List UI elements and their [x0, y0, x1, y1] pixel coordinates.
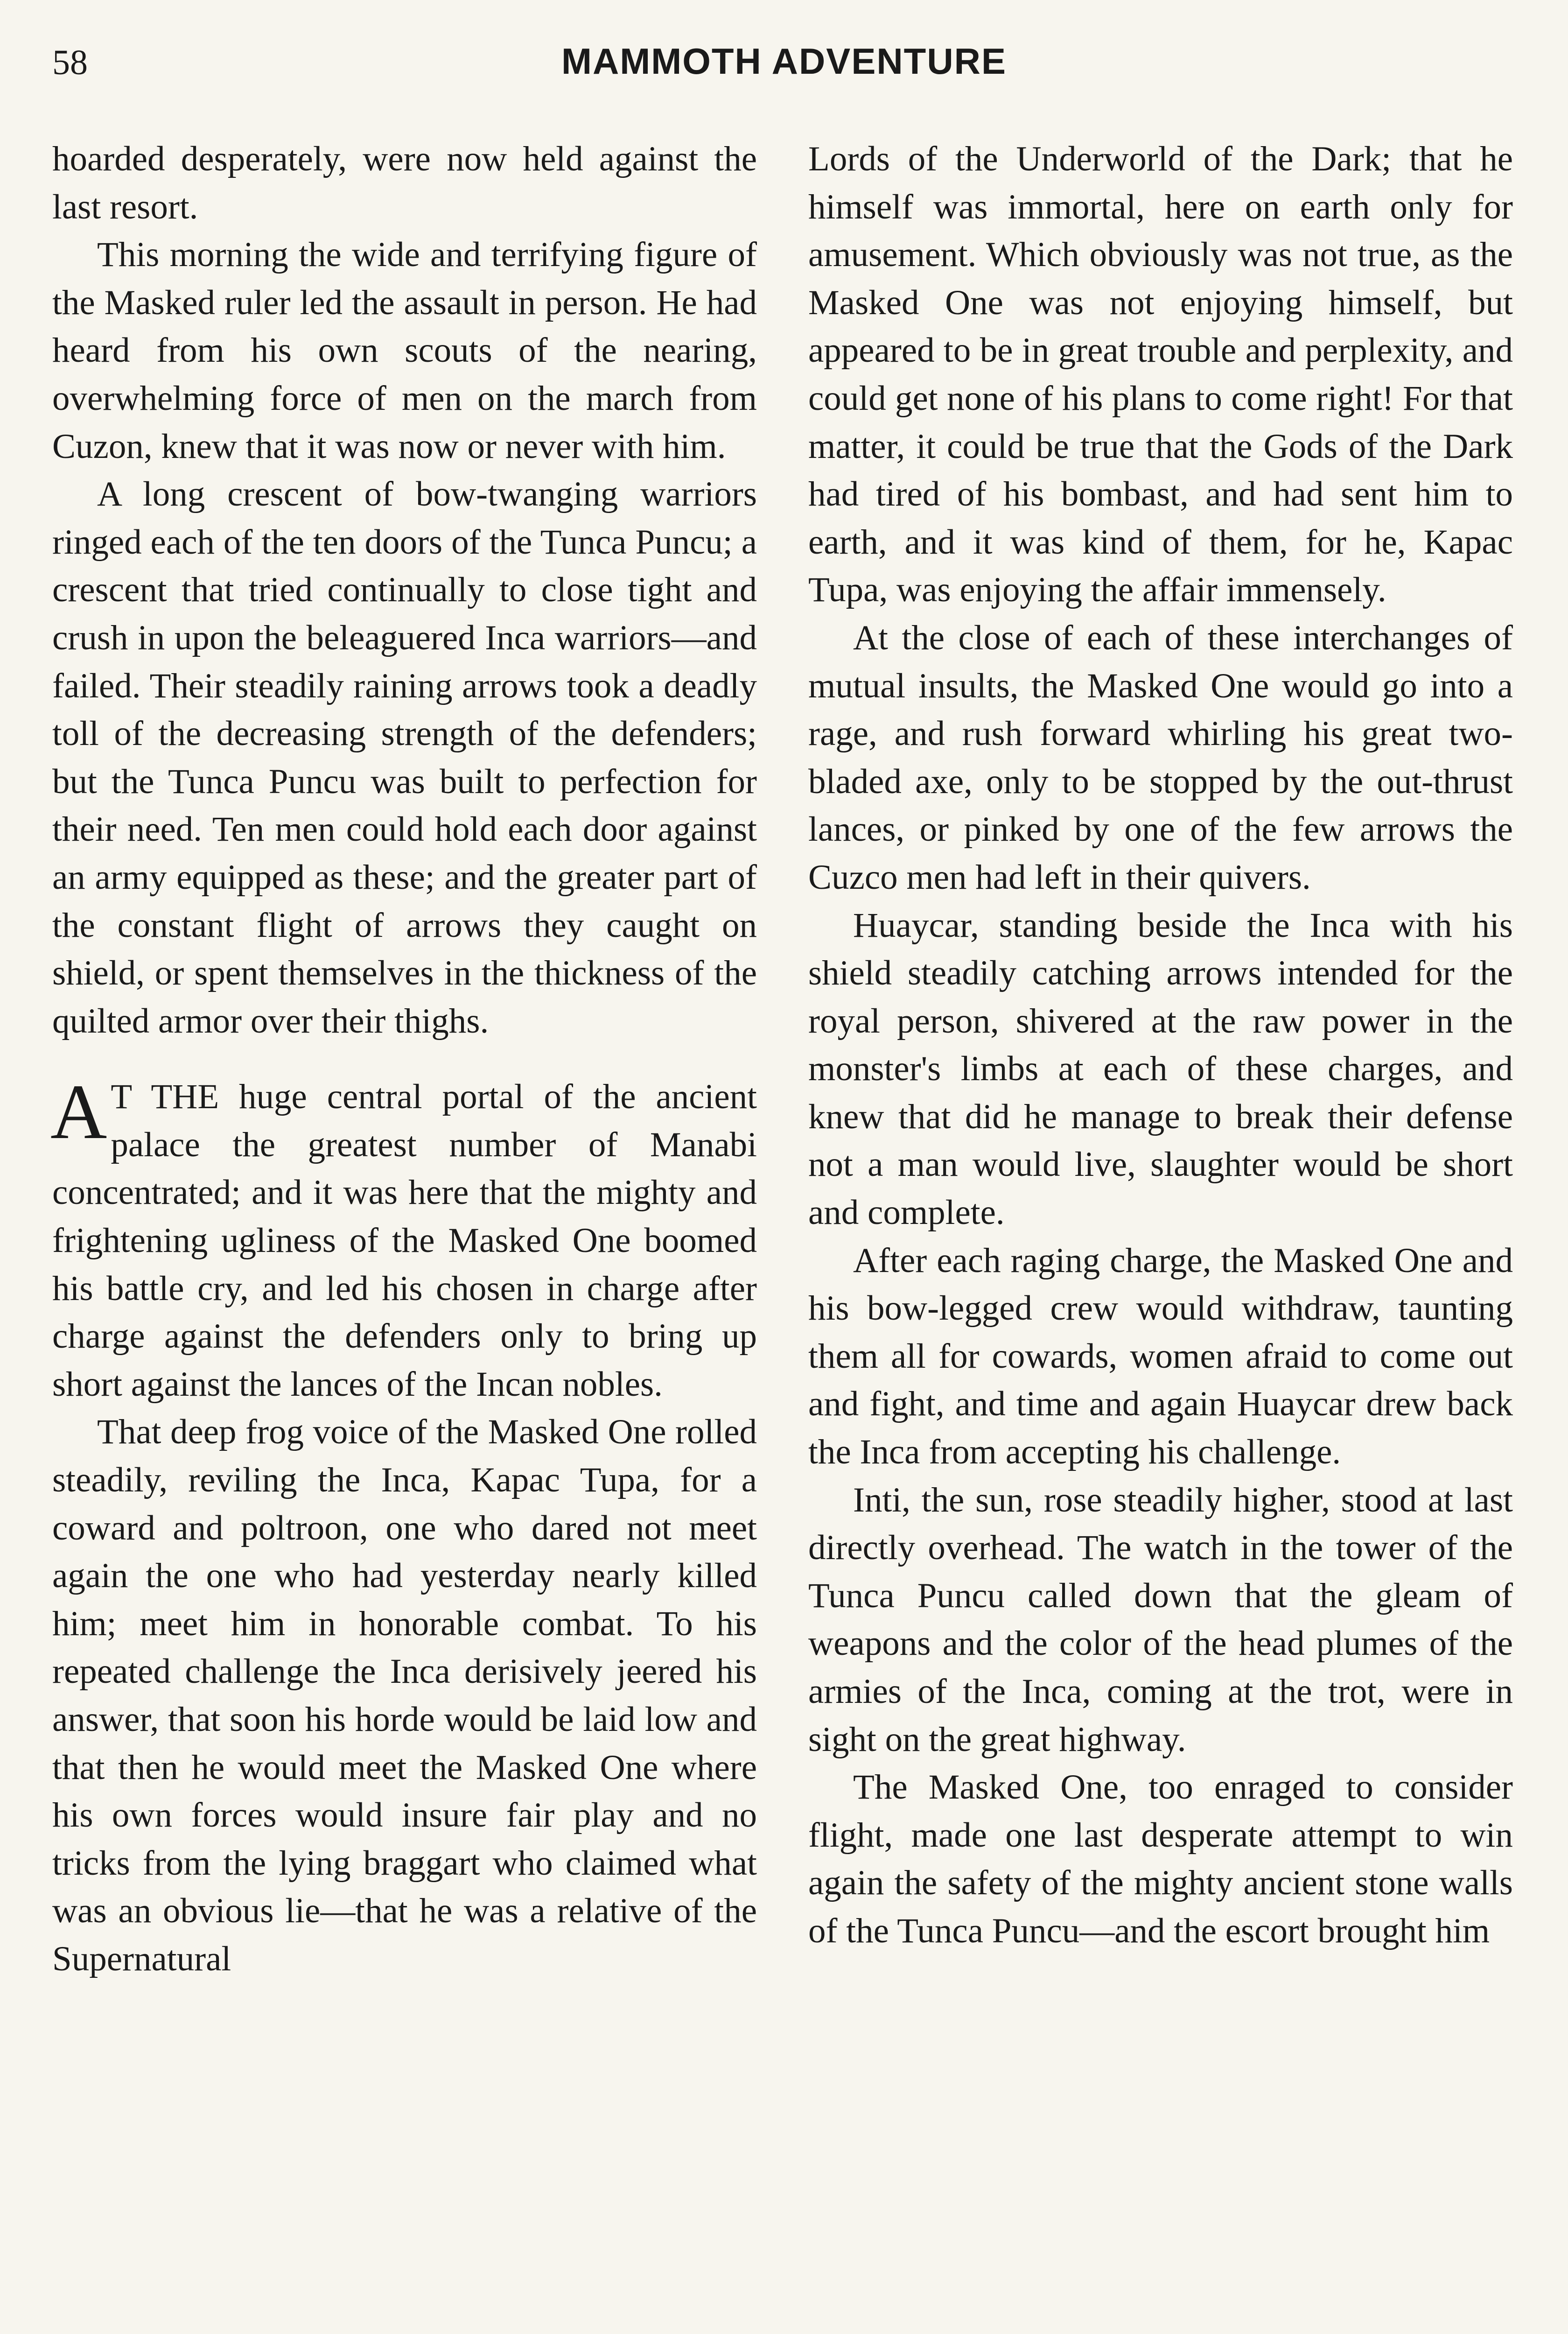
right-column: [808, 135, 1513, 1955]
paragraph: That deep frog voice of the Masked One rolled steadily, reviling the Inca, Kapac Tupa, for a coward and poltroon, one who dared not meet again the one who had yesterday nearly killed him; meet him in honorable combat. To his repeated challenge the Inca derisively jeered his answer, that soon his horde would be laid low and that then he would meet the Masked One where his own forces would insure fair play and no tricks from the lying braggart who claimed what was an obvious lie—that he was a relative of the Supernatural: [52, 1413, 757, 1978]
section-opening-paragraph: [50, 1069, 757, 1408]
paragraph: At the close of each of these interchanges of mutual insults, the Masked One would go into a rage, and rush forward whirling his great two-bladed axe, only to be stopped by the out-thrust lances, or pinked by one of the few arrows the Cuzco men had left in their quivers.: [808, 618, 1513, 897]
paragraph: Inti, the sun, rose steadily higher, stood at last directly overhead. The watch in the tower of the Tunca Puncu called down that the gleam of weapons and the color of the head plumes of the armies of the Inca, coming at the trot, were in sight on the great highway.: [808, 1480, 1513, 1759]
paragraph: Huaycar, standing beside the Inca with his shield steadily catching arrows intended for the royal person, shivered at the raw power in the monster's limbs at each of these charges, and knew that did he manage to break their defense not a man would live, slaughter would be short and complete.: [808, 906, 1513, 1232]
paragraph: The Masked One, too enraged to consider flight, made one last desperate attempt to win again the safety of the mighty ancient stone walls of the Tunca Puncu—and the escort brought him: [808, 1768, 1513, 1950]
paragraph: hoarded desperately, were now held against the last resort.: [52, 140, 757, 226]
paragraph-text: T THE huge central portal of the ancient palace the greatest number of Manabi concentrated; and it was here that the mighty and frightening ugliness of the Masked One boomed his battle cry, and led his chosen in charge after charge against the defenders only to bring up short against the lances of the Incan nobles.: [52, 1077, 757, 1404]
paragraph: After each raging charge, the Masked One and his bow-legged crew would withdraw, taunting them all for cowards, women afraid to come out and fight, and time and again Huaycar drew back the Inca from accepting his challenge.: [808, 1241, 1513, 1472]
paragraph: Lords of the Underworld of the Dark; that he himself was immortal, here on earth only for amusement. Which obviously was not true, as the Masked One was not enjoying himself, but appeared to be in great trouble and perplexity, and could get none of his plans to come right! For that matter, it could be true that the Gods of the Dark had tired of his bombast, and had sent him to earth, and it was kind of them, for he, Kapac Tupa, was enjoying the affair immensely.: [808, 140, 1513, 610]
left-column: [52, 135, 757, 1983]
paragraph: A long crescent of bow-twanging warriors ringed each of the ten doors of the Tunca Puncu; a crescent that tried continually to close tight and crush in upon the beleaguered Inca warriors—and failed. Their steadily raining arrows took a deadly toll of the decreasing strength of the defenders; but the Tunca Puncu was built to perfection for their need. Ten men could hold each door against an army equipped as these; and the greater part of the constant flight of arrows they caught on shield, or spent themselves in the thickness of the quilted armor over their thighs.: [52, 475, 757, 1040]
paragraph: This morning the wide and terrifying figure of the Masked ruler led the assault in person. He had heard from his own scouts of the nearing, overwhelming force of men on the march from Cuzon, knew that it was now or never with him.: [52, 235, 757, 466]
drop-cap: A: [50, 1069, 107, 1156]
page-number: 58: [52, 43, 88, 82]
running-head: MAMMOTH ADVENTURE: [561, 41, 1007, 82]
